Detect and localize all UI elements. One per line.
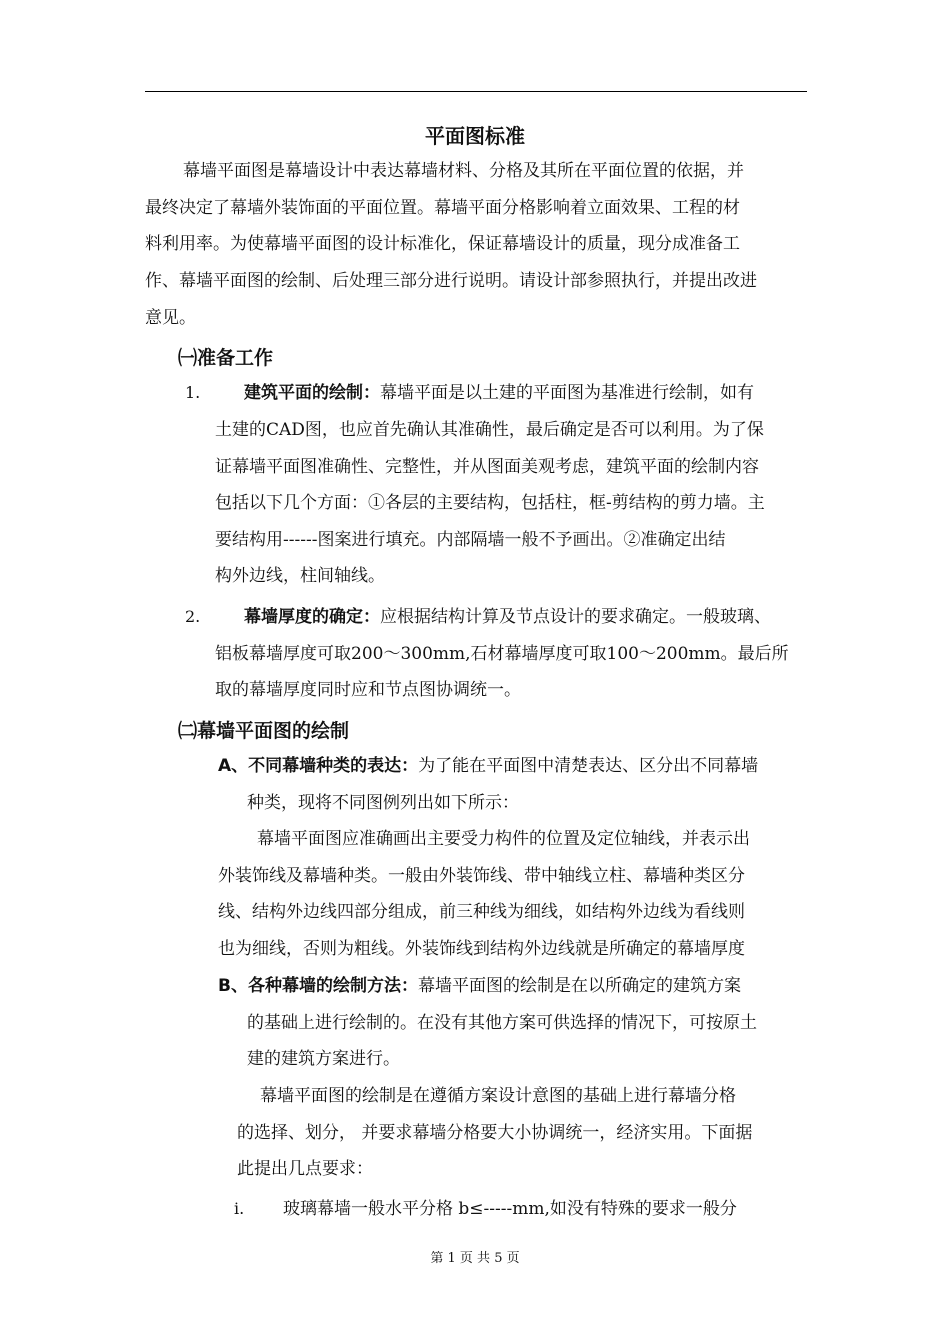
section-heading-preparation: ㈠准备工作: [178, 347, 274, 369]
item-2-line: 取的幕墙厚度同时应和节点图协调统一。: [215, 680, 521, 700]
item-1-label: 建筑平面的绘制：: [244, 383, 380, 403]
para-a-line: 幕墙平面图应准确画出主要受力构件的位置及定位轴线，并表示出: [257, 829, 750, 849]
intro-line-4: 作、幕墙平面图的绘制、后处理三部分进行说明。请设计部参照执行，并提出改进: [145, 271, 757, 291]
page-footer: 第 1 页 共 5 页: [430, 1251, 520, 1266]
item-b-line: 的基础上进行绘制的。在没有其他方案可供选择的情况下，可按原土: [247, 1013, 757, 1033]
item-a-first-text: 为了能在平面图中清楚表达、区分出不同幕墙: [418, 756, 759, 776]
para-b-line: 此提出几点要求：: [237, 1159, 373, 1179]
item-2-first-text: 应根据结构计算及节点设计的要求确定。一般玻璃、: [380, 607, 771, 627]
item-a-first-line: [218, 755, 758, 777]
list-number-i: i.: [234, 1199, 245, 1218]
item-b-label: B、各种幕墙的绘制方法：: [218, 976, 418, 996]
item-2-line: 铝板幕墙厚度可取200～300mm,石材幕墙厚度可取100～200mm。最后所: [215, 644, 789, 664]
section-heading-drawing: ㈡幕墙平面图的绘制: [178, 720, 350, 742]
item-2-first-line: [244, 606, 771, 628]
para-a-line: 外装饰线及幕墙种类。一般由外装饰线、带中轴线立柱、幕墙种类区分: [218, 866, 745, 886]
item-a-label: A、不同幕墙种类的表达：: [218, 756, 419, 776]
intro-line-3: 料利用率。为使幕墙平面图的设计标准化，保证幕墙设计的质量，现分成准备工: [145, 234, 740, 254]
item-1-line: 构外边线，柱间轴线。: [215, 566, 385, 586]
item-b-first-text: 幕墙平面图的绘制是在以所确定的建筑方案: [417, 976, 741, 996]
item-1-first-line: [244, 382, 754, 404]
intro-line-2: 最终决定了幕墙外装饰面的平面位置。幕墙平面分格影响着立面效果、工程的材: [145, 198, 740, 218]
para-a-line: 也为细线，否则为粗线。外装饰线到结构外边线就是所确定的幕墙厚度: [218, 939, 745, 959]
item-1-line: 包括以下几个方面：①各层的主要结构，包括柱，框-剪结构的剪力墙。主: [215, 493, 765, 513]
item-a-line: 种类，现将不同图例列出如下所示：: [247, 793, 519, 813]
para-b-line: 幕墙平面图的绘制是在遵循方案设计意图的基础上进行幕墙分格: [260, 1086, 736, 1106]
list-number-1: 1.: [185, 383, 201, 402]
item-1-line: 土建的CAD图，也应首先确认其准确性，最后确定是否可以利用。为了保: [215, 420, 764, 440]
item-1-first-text: 幕墙平面是以土建的平面图为基准进行绘制，如有: [380, 383, 754, 403]
item-1-line: 证幕墙平面图准确性、完整性，并从图面美观考虑，建筑平面的绘制内容: [215, 457, 759, 477]
header-rule: [145, 91, 807, 92]
intro-line-1: 幕墙平面图是幕墙设计中表达幕墙材料、分格及其所在平面位置的依据，并: [183, 161, 744, 181]
para-a-line: 线、结构外边线四部分组成，前三种线为细线，如结构外边线为看线则: [218, 902, 745, 922]
list-number-2: 2.: [185, 607, 201, 626]
page-title: 平面图标准: [425, 124, 525, 148]
item-2-label: 幕墙厚度的确定：: [244, 607, 380, 627]
para-b-line: 的选择、划分， 并要求幕墙分格要大小协调统一，经济实用。下面据: [237, 1123, 753, 1143]
item-b-line: 建的建筑方案进行。: [247, 1049, 400, 1069]
item-1-line: 要结构用------图案进行填充。内部隔墙一般不予画出。②准确定出结: [215, 530, 726, 550]
item-i-line: 玻璃幕墙一般水平分格 b≤-----mm,如没有特殊的要求一般分: [283, 1199, 737, 1219]
item-b-first-line: [218, 975, 741, 997]
intro-line-5: 意见。: [145, 308, 196, 328]
